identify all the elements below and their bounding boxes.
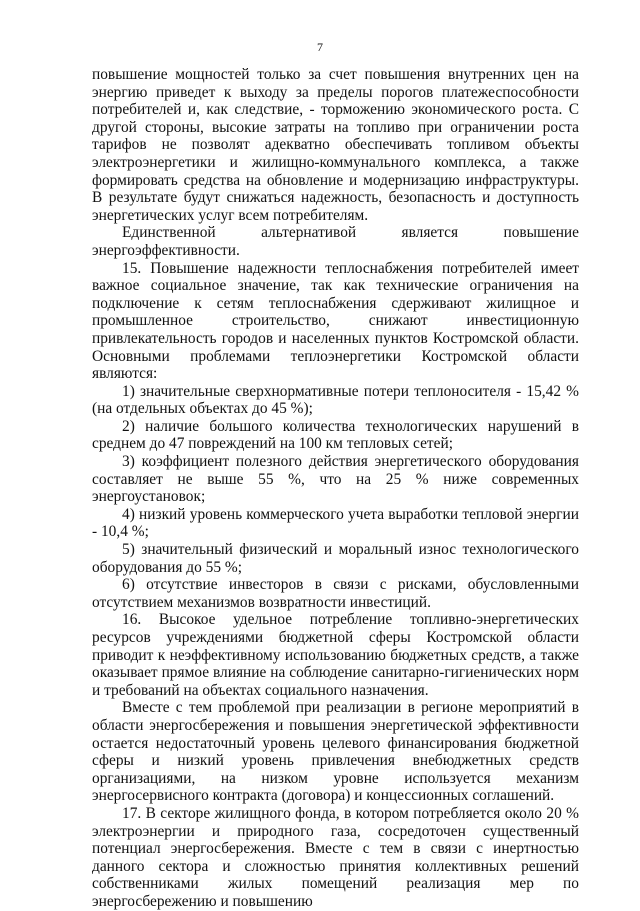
list-item: 1) значительные сверхнормативные потери теплоносителя - 15,42 % (на отдельных объектах до 45 %); xyxy=(92,382,579,418)
list-item: 6) отсутствие инвесторов в связи с рисками, обусловленными отсутствием механизмов возвратности инвестиций. xyxy=(92,576,579,611)
list-item: 4) низкий уровень коммерческого учета выработки тепловой энергии - 10,4 %; xyxy=(92,505,579,541)
list-item: 2) наличие большого количества технологических нарушений в среднем до 47 повреждений на 100 км тепловых сетей; xyxy=(92,417,579,453)
paragraph: 17. В секторе жилищного фонда, в котором потребляется около 20 % электроэнергии и природного газа, сосредоточен существенный потенциал энергосбережения. Вместе с тем в связи с инертностью данного сектора и сложностью принятия коллективных решений собственниками жилых помещений реализация мер по энергосбережению и повышению xyxy=(92,804,579,910)
paragraph: 15. Повышение надежности теплоснабжения потребителей имеет важное социальное значение, так как технические ограничения на подключение к сетям теплоснабжения сдерживают жилищное и промышленное строительство, снижают инвестиционную привлекательность городов и населенных пунктов Костромской области. Основными проблемами теплоэнергетики Костромской области являются: xyxy=(92,259,579,383)
page-number: 7 xyxy=(317,40,323,54)
paragraph: Вместе с тем проблемой при реализации в регионе мероприятий в области энергосбережения и повышения энергетической эффективности остается недостаточный уровень целевого финансирования бюджетной сферы и низкий уровень привлечения внебюджетных средств организациями, на низком уровне используется механизм энергосервисного контракта (договора) и концессионных соглашений. xyxy=(92,699,579,805)
paragraph: 16. Высокое удельное потребление топливно-энергетических ресурсов учреждениями бюджетной сферы Костромской области приводит к неэффективному использованию бюджетных средств, а также оказывает прямое влияние на соблюдение санитарно-гигиенических норм и требований на объектах социального назначения. xyxy=(92,611,579,699)
document-body xyxy=(92,66,579,911)
paragraph: повышение мощностей только за счет повышения внутренних цен на энергию приведет к выходу за пределы порогов платежеспособности потребителей и, как следствие, - торможению экономического роста. С другой стороны, высокие затраты на топливо при ограничении роста тарифов не позволят адекватно обеспечивать топливом объекты электроэнергетики и жилищно-коммунального комплекса, а также формировать средства на обновление и модернизацию инфраструктуры. В результате будут снижаться надежность, безопасность и доступность энергетических услуг всем потребителям. xyxy=(92,66,579,224)
list-item: 5) значительный физический и моральный износ технологического оборудования до 55 %; xyxy=(92,541,579,576)
list-item: 3) коэффициент полезного действия энергетического оборудования составляет не выше 55 %, что на 25 % ниже современных энергоустановок; xyxy=(92,453,579,506)
paragraph: Единственной альтернативой является повышение энергоэффективности. xyxy=(92,224,579,259)
